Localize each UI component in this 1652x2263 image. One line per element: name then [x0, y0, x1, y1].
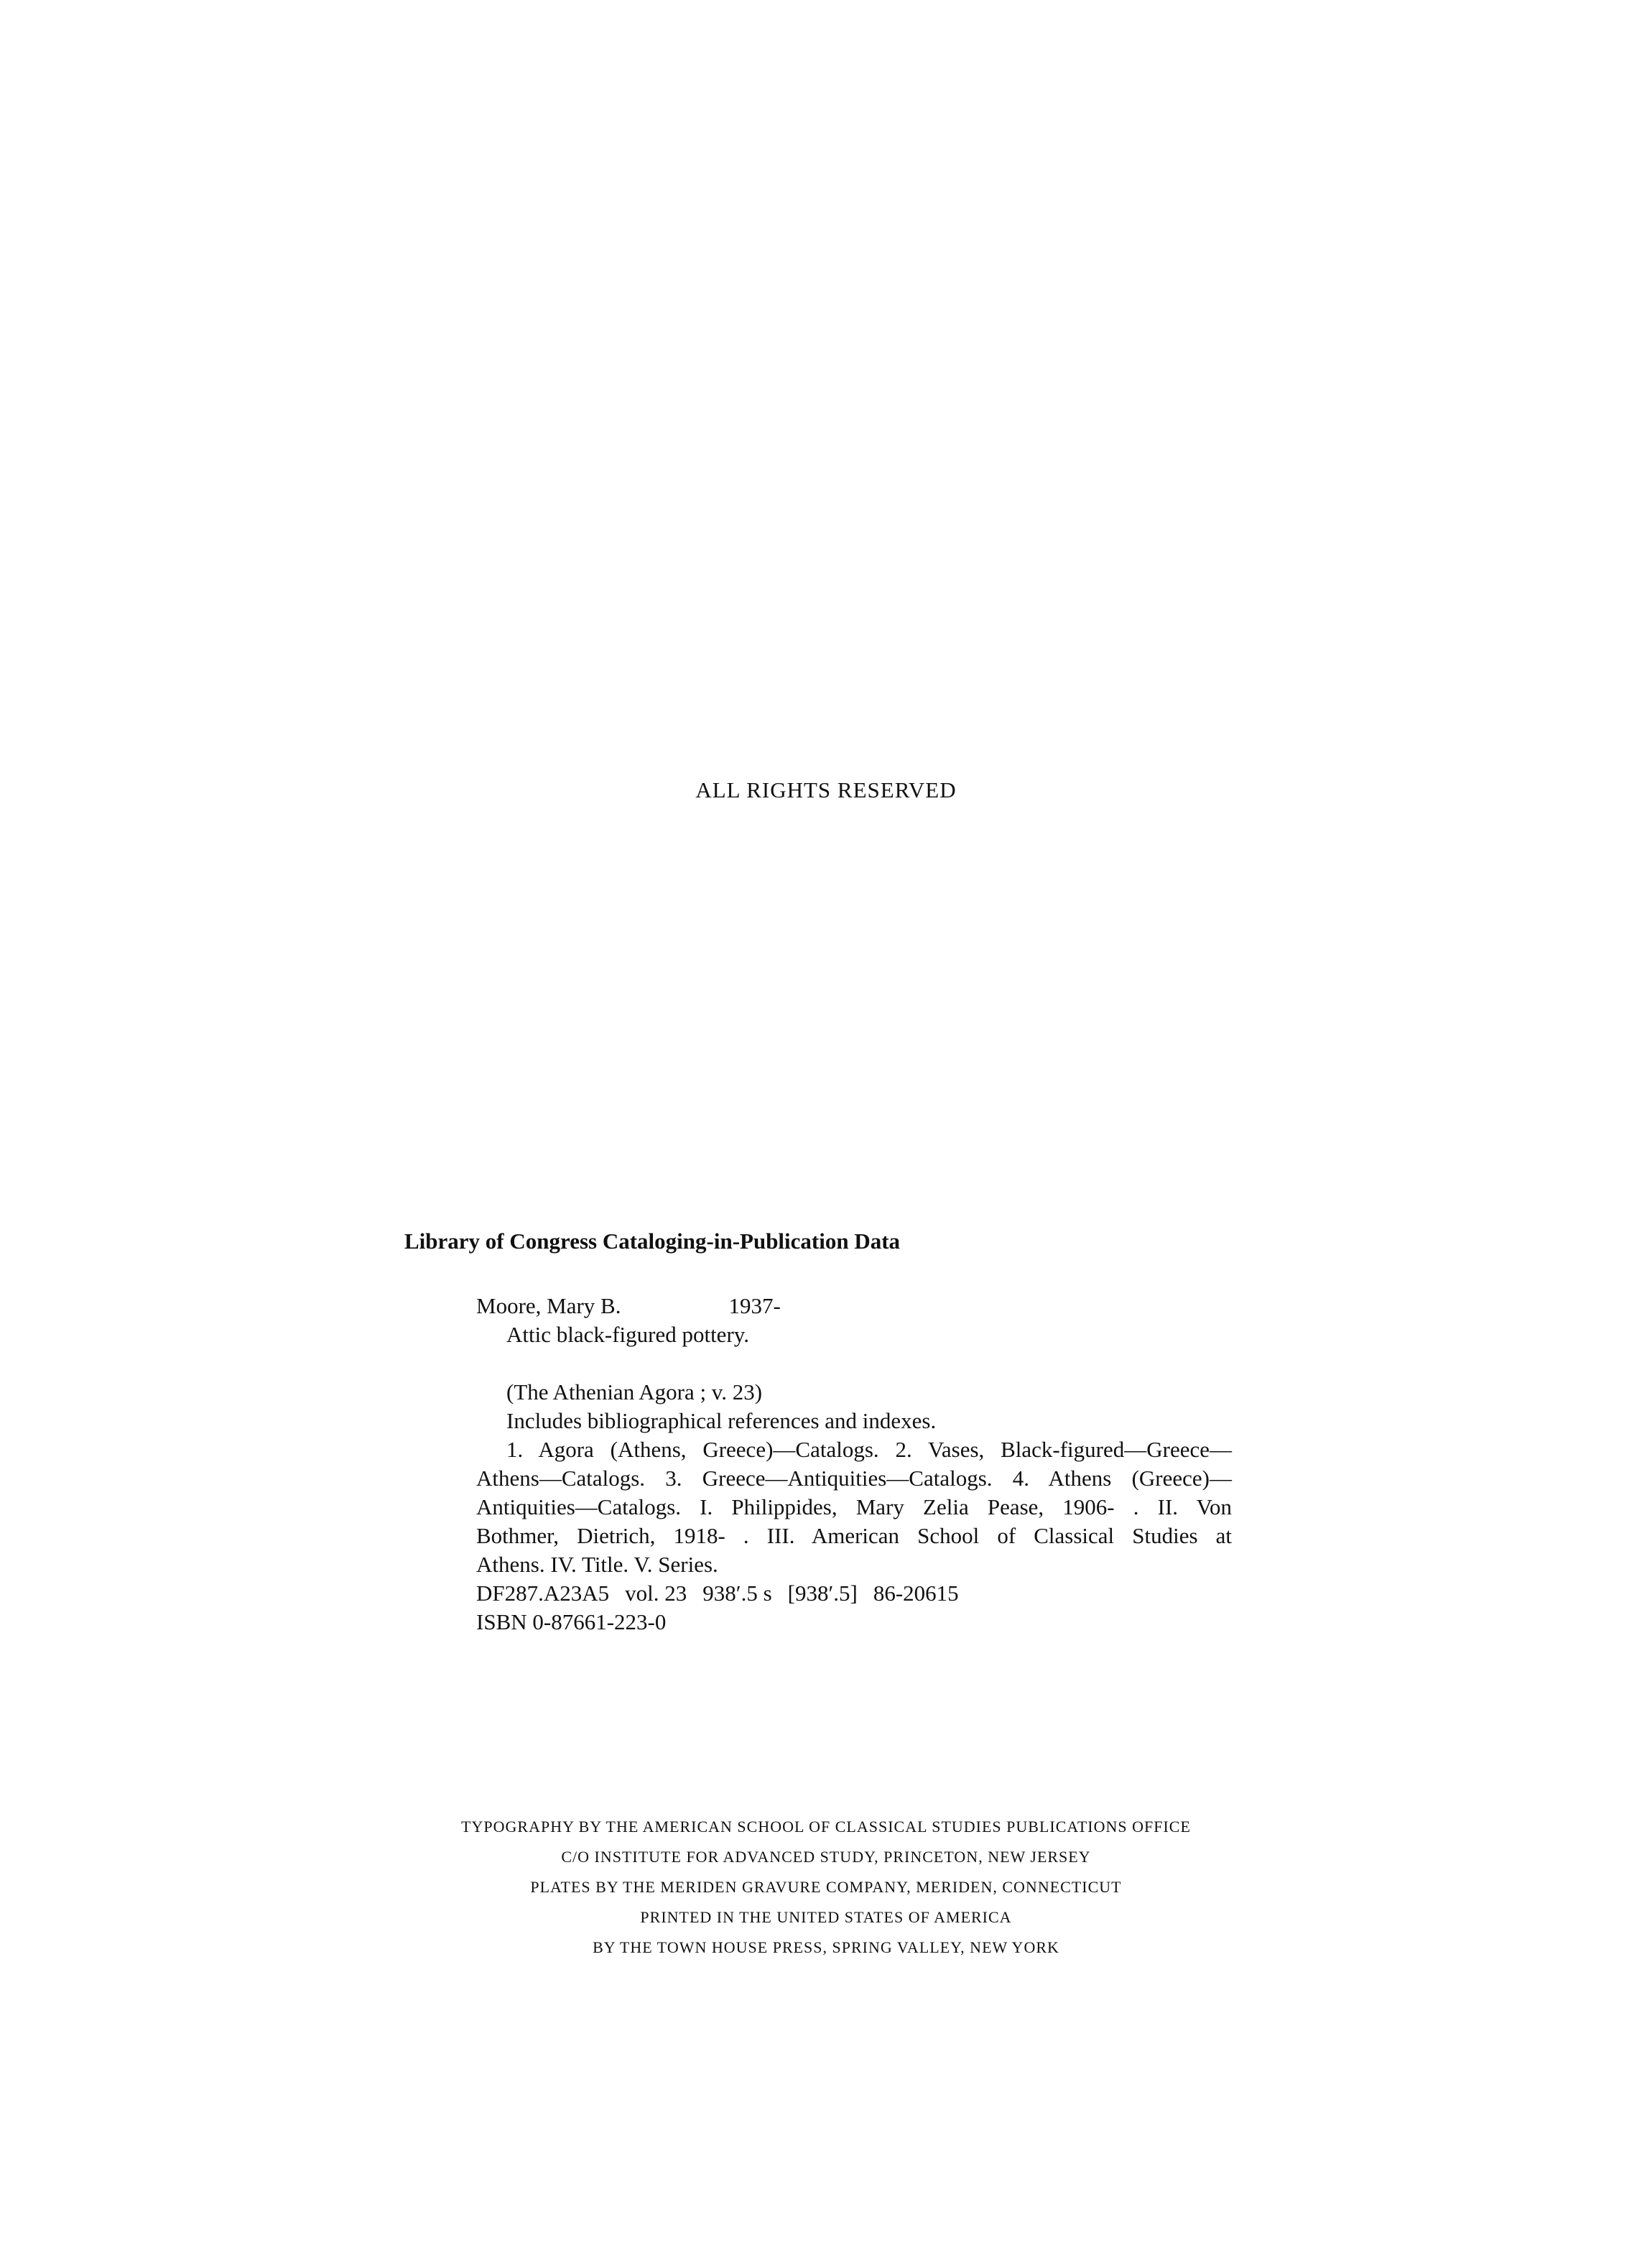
- colophon-line: C/O INSTITUTE FOR ADVANCED STUDY, PRINCETON, NEW JERSEY: [561, 1848, 1091, 1866]
- cip-spacer: [476, 1349, 1232, 1378]
- cip-call-number: [476, 1579, 1232, 1608]
- colophon-line: PRINTED IN THE UNITED STATES OF AMERICA: [640, 1908, 1012, 1926]
- cip-subject-line: Bothmer, Dietrich, 1918- . III. American School of Classical Studies at: [476, 1523, 1232, 1548]
- cip-subject-line: Athens. IV. Title. V. Series.: [476, 1552, 718, 1577]
- cip-isbn: ISBN 0-87661-223-0: [476, 1609, 667, 1634]
- cip-title: Attic black-figured pottery.: [506, 1322, 750, 1347]
- cip-notes: Includes bibliographical references and indexes.: [506, 1408, 937, 1433]
- cip-author: Moore, Mary B.: [476, 1293, 621, 1318]
- rights-reserved-notice: ALL RIGHTS RESERVED: [695, 777, 957, 802]
- cip-lc-class: DF287.A23A5: [476, 1581, 610, 1606]
- cip-dewey: 938′.5 s: [702, 1581, 772, 1606]
- cip-subject-line: Athens—Catalogs. 3. Greece—Antiquities—Catalogs. 4. Athens (Greece)—: [476, 1466, 1232, 1491]
- cip-series: (The Athenian Agora ; v. 23): [506, 1379, 763, 1404]
- colophon: [0, 1812, 1652, 1963]
- cip-dewey-alt: [938′.5]: [787, 1581, 858, 1606]
- cip-author-line: [476, 1292, 1232, 1320]
- cip-lccn: 86-20615: [873, 1581, 959, 1606]
- cip-author-dates: 1937-: [728, 1293, 781, 1318]
- colophon-line: PLATES BY THE MERIDEN GRAVURE COMPANY, MERIDEN, CONNECTICUT: [530, 1878, 1122, 1896]
- colophon-line: BY THE TOWN HOUSE PRESS, SPRING VALLEY, NEW YORK: [593, 1938, 1059, 1956]
- cip-record: [476, 1292, 1232, 1637]
- cip-subject-line: 1. Agora (Athens, Greece)—Catalogs. 2. Vases, Black-figured—Greece—: [506, 1437, 1232, 1462]
- cip-subject-line: Antiquities—Catalogs. I. Philippides, Mary Zelia Pease, 1906- . II. Von: [476, 1494, 1232, 1519]
- cip-heading: Library of Congress Cataloging-in-Publication Data: [404, 1228, 901, 1254]
- colophon-line: TYPOGRAPHY BY THE AMERICAN SCHOOL OF CLASSICAL STUDIES PUBLICATIONS OFFICE: [461, 1818, 1191, 1836]
- cip-volume: vol. 23: [625, 1581, 687, 1606]
